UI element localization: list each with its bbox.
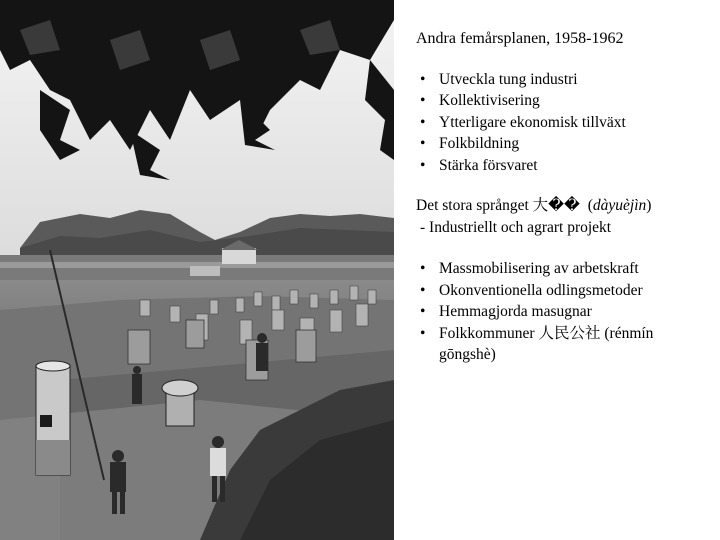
list-item: • Folkbildning xyxy=(416,133,712,155)
bullet-icon: • xyxy=(420,260,426,277)
list-item: • Utveckla tung industri xyxy=(416,69,712,91)
great-leap-subtitle: - Industriellt och agrart projekt xyxy=(420,218,612,236)
bullet-icon: • xyxy=(420,156,426,174)
great-leap-line: Det stora språnget 大�� (dàyuèjìn) xyxy=(416,197,652,214)
list-item: • Hemmagjorda masugnar xyxy=(416,301,712,323)
chinese-term: 大�� xyxy=(532,197,580,214)
bullet-icon: • xyxy=(420,113,426,131)
great-leap-section xyxy=(416,195,712,238)
pinyin-term: gōngshè xyxy=(439,346,491,363)
list-item: • Kollektivisering xyxy=(416,90,712,112)
goals-list xyxy=(416,69,712,177)
list-item: • Okonventionella odlingsmetoder xyxy=(416,280,712,302)
methods-list xyxy=(416,258,712,366)
bullet-icon: • xyxy=(420,70,426,88)
bullet-icon: • xyxy=(420,135,426,152)
list-item: • Massmobilisering av arbetskraft xyxy=(416,258,712,280)
chinese-term: 人民公社 xyxy=(538,324,601,342)
list-item: • Ytterligare ekonomisk tillväxt xyxy=(416,112,712,134)
bullet-icon: • xyxy=(420,92,426,109)
bullet-icon: • xyxy=(420,324,426,342)
text-panel xyxy=(416,28,712,366)
list-item: • Folkkommuner 人民公社 (rénmín gōngshè) xyxy=(420,324,654,363)
bullet-icon: • xyxy=(420,303,426,320)
pinyin-term: rénmín xyxy=(609,324,654,342)
pinyin-term: dàyuèjìn xyxy=(592,197,647,214)
slide-heading: Andra femårsplanen, 1958-1962 xyxy=(416,30,624,47)
bullet-icon: • xyxy=(420,281,426,299)
list-item: • Stärka försvaret xyxy=(416,155,712,177)
